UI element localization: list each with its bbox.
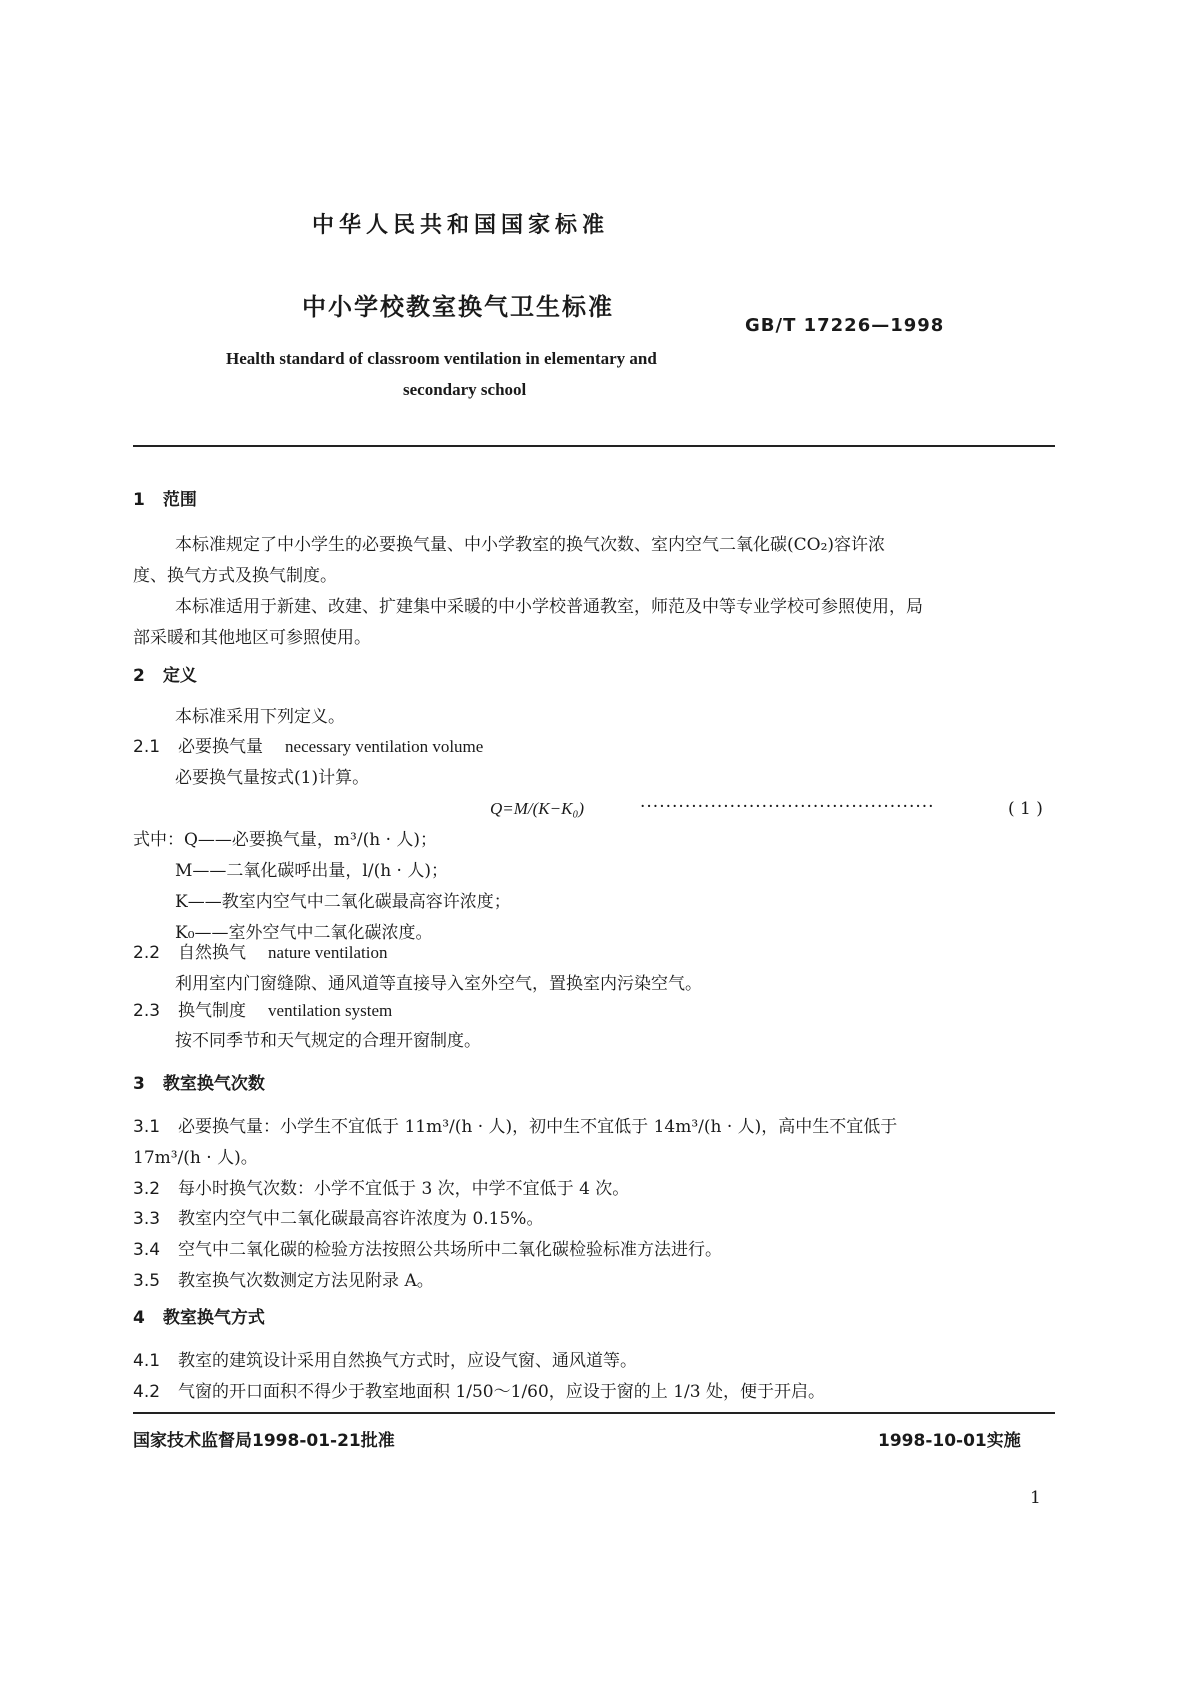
paragraph: 本标准规定了中小学生的必要换气量、中小学教室的换气次数、室内空气二氧化碳(CO₂)容许浓: [175, 535, 886, 555]
effective-date: 1998-10-01实施: [878, 1431, 1021, 1451]
paragraph: 利用室内门窗缝隙、通风道等直接导入室外空气，置换室内污染空气。: [175, 974, 702, 994]
section-2-heading: 2 定义: [133, 666, 197, 686]
paragraph: 部采暖和其他地区可参照使用。: [133, 628, 371, 648]
clause-3-1: 3.1 必要换气量：小学生不宜低于 11m³/(h · 人)，初中生不宜低于 14m³/(h · 人)，高中生不宜低于: [133, 1117, 898, 1137]
header-divider: [133, 445, 1055, 447]
clause-3-1-cont: 17m³/(h · 人)。: [133, 1148, 258, 1168]
formula-variable: K₀——室外空气中二氧化碳浓度。: [175, 923, 433, 943]
footer-divider: [133, 1412, 1055, 1414]
page-number: 1: [1030, 1488, 1041, 1508]
paragraph: 按不同季节和天气规定的合理开窗制度。: [175, 1031, 481, 1051]
definition-2-2: 2.2 自然换气 nature ventilation: [133, 943, 388, 963]
document-title: 中小学校教室换气卫生标准: [302, 293, 614, 321]
clause-3-3: 3.3 教室内空气中二氧化碳最高容许浓度为 0.15%。: [133, 1209, 544, 1229]
title-english-line2: secondary school: [403, 380, 527, 399]
standard-code: GB/T 17226—1998: [745, 315, 945, 336]
section-3-heading: 3 教室换气次数: [133, 1074, 265, 1094]
formula-number: ( 1 ): [1008, 799, 1043, 819]
formula-variable: M——二氧化碳呼出量，l/(h · 人)；: [175, 861, 448, 881]
definition-2-3: 2.3 换气制度 ventilation system: [133, 1001, 393, 1021]
section-4-heading: 4 教室换气方式: [133, 1308, 265, 1328]
formula-variable: K——教室内空气中二氧化碳最高容许浓度；: [175, 892, 511, 912]
clause-3-4: 3.4 空气中二氧化碳的检验方法按照公共场所中二氧化碳检验标准方法进行。: [133, 1240, 723, 1260]
clause-4-2: 4.2 气窗的开口面积不得少于教室地面积 1/50～1/60，应设于窗的上 1/3 处，便于开启。: [133, 1382, 825, 1402]
definition-2-1: 2.1 必要换气量 necessary ventilation volume: [133, 737, 484, 757]
clause-3-5: 3.5 教室换气次数测定方法见附录 A。: [133, 1271, 434, 1291]
paragraph: 本标准适用于新建、改建、扩建集中采暖的中小学校普通教室，师范及中等专业学校可参照使用，局: [175, 597, 923, 617]
approval-date: 国家技术监督局1998-01-21批准: [133, 1431, 395, 1451]
paragraph: 必要换气量按式(1)计算。: [175, 768, 370, 788]
clause-3-2: 3.2 每小时换气次数：小学不宜低于 3 次，中学不宜低于 4 次。: [133, 1179, 630, 1199]
paragraph: 度、换气方式及换气制度。: [133, 566, 337, 586]
paragraph: 本标准采用下列定义。: [175, 707, 345, 727]
formula: Q=M/(K−K₀): [490, 799, 585, 818]
clause-4-1: 4.1 教室的建筑设计采用自然换气方式时，应设气窗、通风道等。: [133, 1351, 638, 1371]
title-english-line1: Health standard of classroom ventilation in elementary and: [226, 349, 657, 368]
issuing-organization: 中华人民共和国国家标准: [312, 213, 610, 238]
formula-leader-dots: ··············································: [640, 797, 935, 817]
formula-variable: 式中：Q——必要换气量，m³/(h · 人)；: [133, 830, 438, 850]
section-1-heading: 1 范围: [133, 490, 197, 510]
